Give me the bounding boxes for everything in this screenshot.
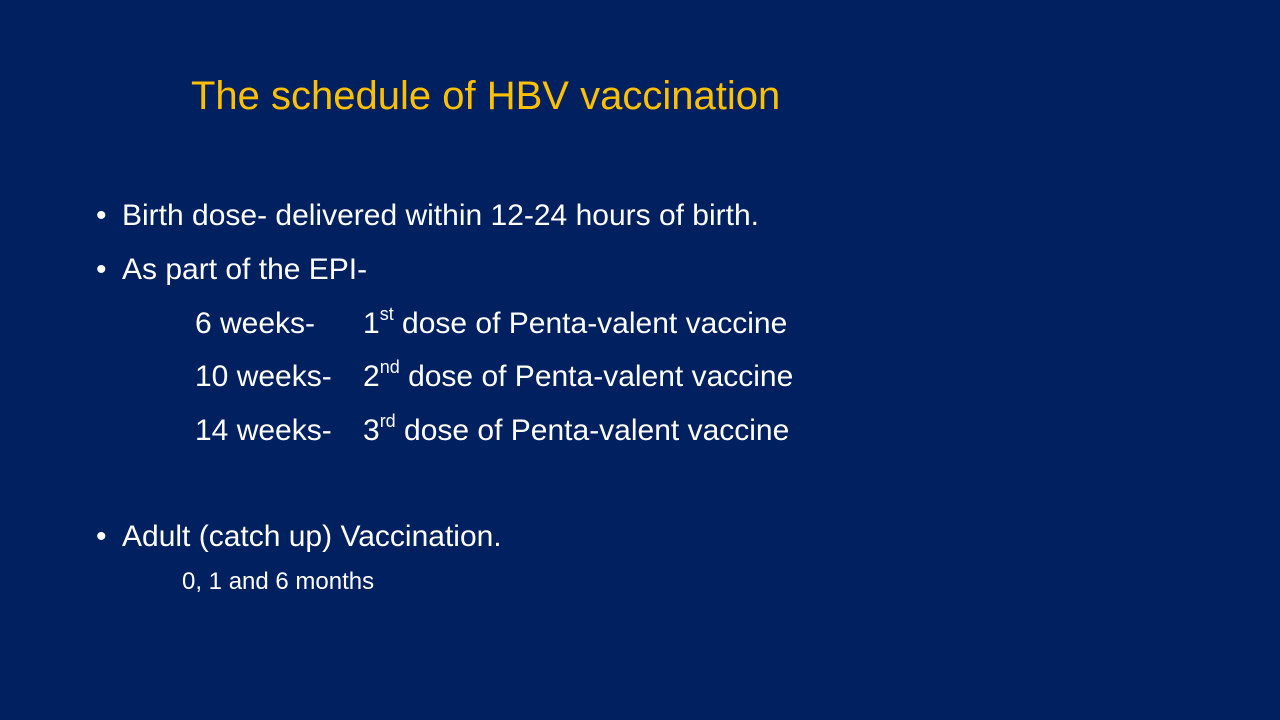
bullet-text: Adult (catch up) Vaccination. [122,520,502,553]
dose-text: dose of Penta-valent vaccine [402,307,788,340]
slide-title: The schedule of HBV vaccination [191,74,781,118]
bullet-adult-vaccination [96,517,502,557]
bullet-dot: • [96,199,107,232]
dose-row-3 [195,411,789,451]
dose-ordinal-suffix: st [379,304,394,324]
dose-text: dose of Penta-valent vaccine [408,360,794,393]
dose-text: dose of Penta-valent vaccine [404,414,790,447]
bullet-epi [96,250,367,290]
bullet-dot: • [96,253,107,286]
bullet-birth-dose [96,196,759,236]
dose-number: 1 [363,307,380,340]
bullet-dot: • [96,520,107,553]
dose-row-1 [195,304,787,344]
dose-age: 10 weeks- [195,360,332,393]
dose-row-2 [195,357,793,397]
dose-number: 2 [363,360,380,393]
adult-schedule-text: 0, 1 and 6 months [182,568,375,595]
dose-age: 14 weeks- [195,414,332,447]
bullet-text: As part of the EPI- [122,253,368,286]
dose-ordinal-suffix: rd [379,411,396,431]
dose-ordinal-suffix: nd [379,357,400,377]
bullet-text: Birth dose- delivered within 12-24 hours of birth. [122,199,760,232]
dose-number: 3 [363,414,380,447]
dose-age: 6 weeks- [195,307,316,340]
